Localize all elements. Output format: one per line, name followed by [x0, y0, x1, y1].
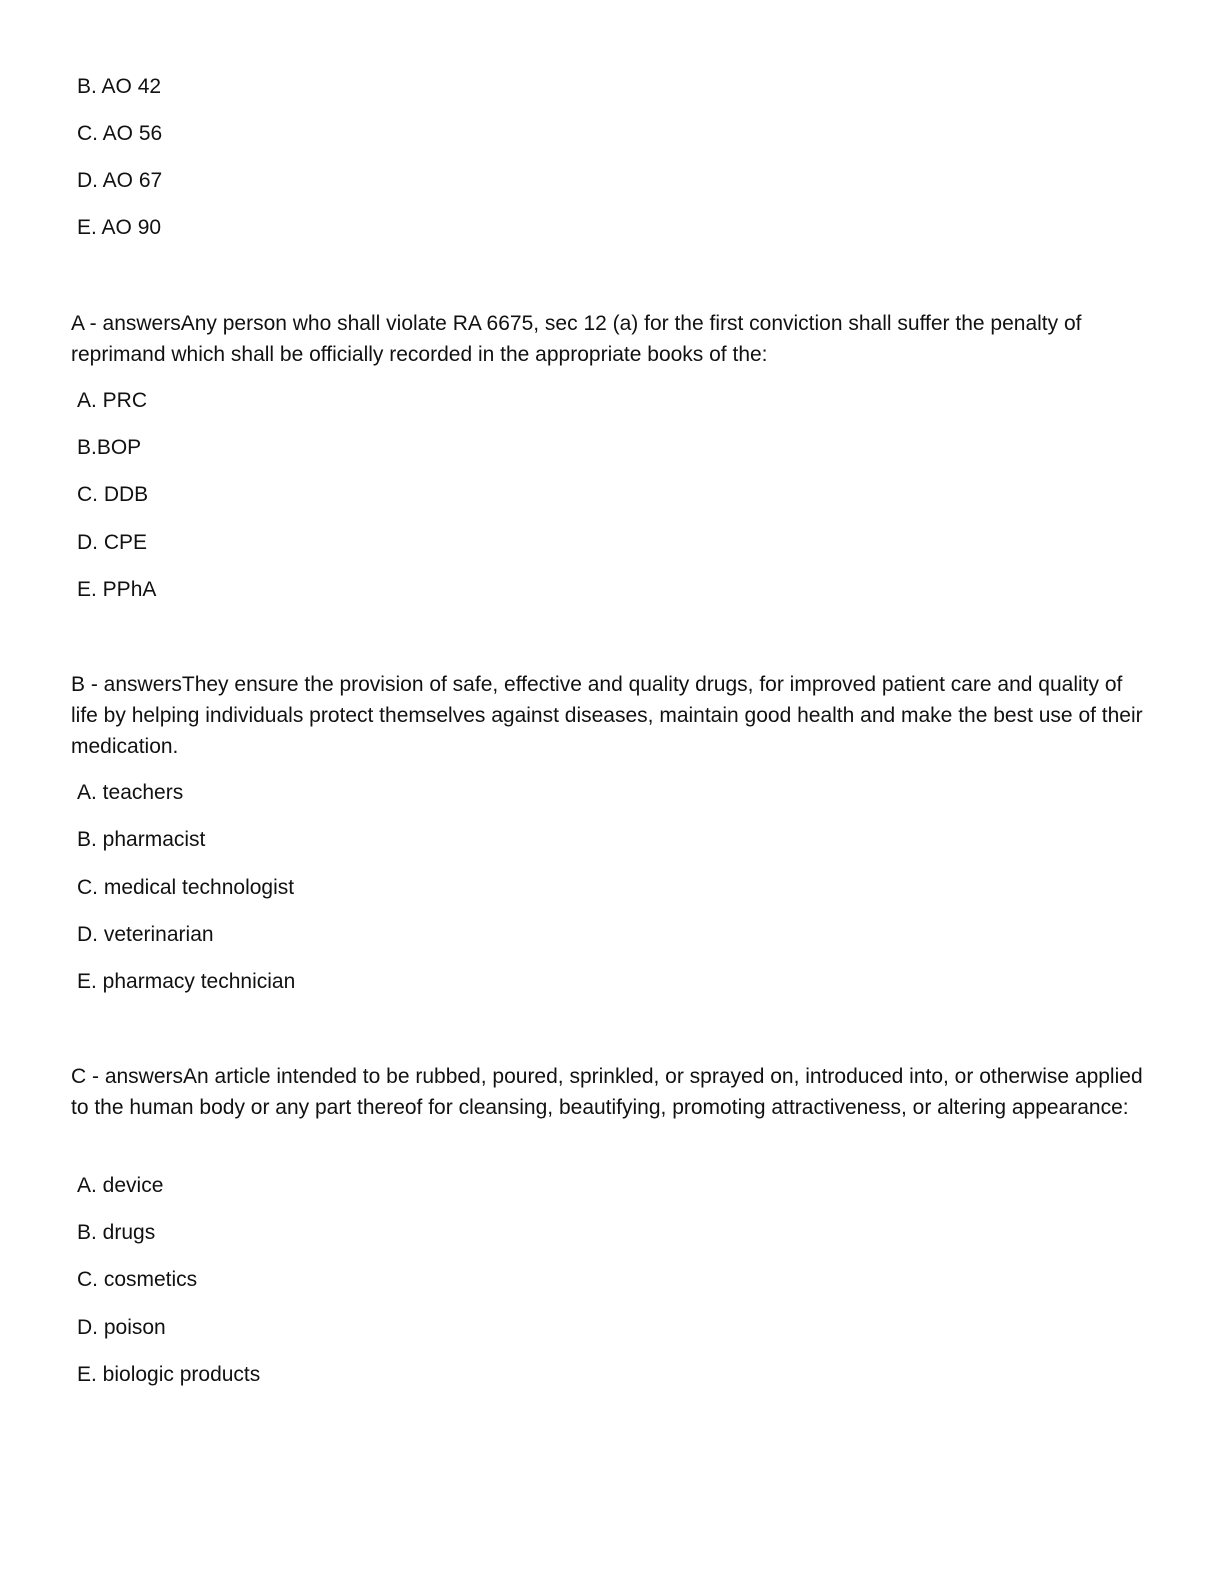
option-c: C. DDB: [77, 483, 149, 506]
question-text: B - answersThey ensure the provision of safe, effective and quality drugs, for improved patient care and quality of life by helping individuals protect themselves against diseases, maintain good health and make the best use of their medication.: [71, 673, 1143, 758]
question-text: A - answersAny person who shall violate RA 6675, sec 12 (a) for the first conviction shall suffer the penalty of reprimand which shall be officially recorded in the appropriate books of the:: [71, 312, 1082, 366]
option-b: B.BOP: [77, 436, 142, 459]
option-b: B. AO 42: [77, 75, 162, 98]
option-c: C. medical technologist: [77, 876, 295, 899]
option-e: E. biologic products: [77, 1363, 261, 1386]
option-d: D. CPE: [77, 531, 148, 554]
option-b: B. drugs: [77, 1221, 156, 1244]
option-e: E. PPhA: [77, 578, 157, 601]
option-c: C. cosmetics: [77, 1268, 198, 1291]
option-a: A. teachers: [77, 781, 184, 804]
option-b: B. pharmacist: [77, 828, 206, 851]
option-d: D. poison: [77, 1316, 166, 1339]
option-a: A. PRC: [77, 389, 148, 412]
option-e: E. AO 90: [77, 216, 162, 239]
option-d: D. AO 67: [77, 169, 163, 192]
option-d: D. veterinarian: [77, 923, 214, 946]
option-c: C. AO 56: [77, 122, 163, 145]
option-e: E. pharmacy technician: [77, 970, 296, 993]
question-text: C - answersAn article intended to be rubbed, poured, sprinkled, or sprayed on, introduced into, or otherwise applied to the human body or any part thereof for cleansing, beautifying, promoting attractiveness, or altering appearance:: [71, 1065, 1143, 1119]
option-a: A. device: [77, 1174, 164, 1197]
